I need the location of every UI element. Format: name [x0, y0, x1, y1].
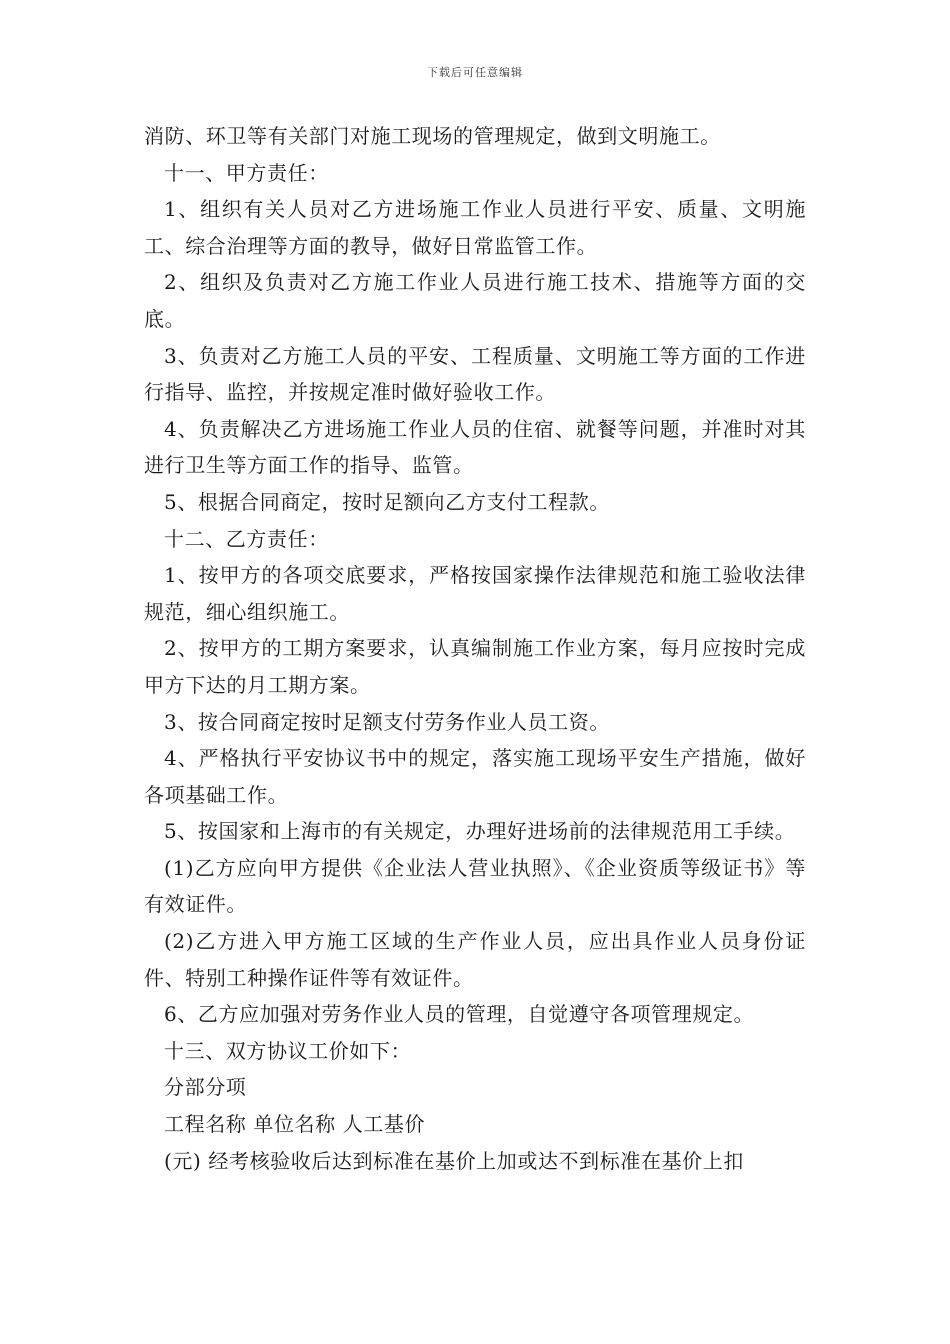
paragraph: 6、乙方应加强对劳务作业人员的管理，自觉遵守各项管理规定。	[164, 1002, 755, 1027]
paragraph: 4、负责解决乙方进场施工作业人员的住宿、就餐等问题，并准时对其进行卫生等方面工作的指导、监管。	[144, 416, 806, 478]
paragraph: 3、负责对乙方施工人员的平安、工程质量、文明施工等方面的工作进行指导、监控，并按规定准时做好验收工作。	[144, 343, 806, 405]
section-heading: 十二、乙方责任：	[164, 526, 329, 551]
paragraph: 3、按合同商定按时足额支付劳务作业人员工资。	[164, 709, 610, 734]
page-header: 下载后可任意编辑	[427, 66, 523, 79]
paragraph: (元) 经考核验收后达到标准在基价上加或达不到标准在基价上扣	[164, 1148, 744, 1173]
paragraph: 分部分项	[164, 1075, 247, 1100]
paragraph: 消防、环卫等有关部门对施工现场的管理规定，做到文明施工。	[144, 124, 721, 148]
paragraph: 5、按国家和上海市的有关规定，办理好进场前的法律规范用工手续。	[164, 819, 796, 844]
paragraph: 1、按甲方的各项交底要求，严格按国家操作法律规范和施工验收法律规范，细心组织施工。	[144, 563, 806, 624]
paragraph: 5、根据合同商定，按时足额向乙方支付工程款。	[164, 489, 610, 514]
paragraph: (1)乙方应向甲方提供《企业法人营业执照》、《企业资质等级证书》等有效证件。	[144, 855, 806, 917]
paragraph: 2、按甲方的工期方案要求，认真编制施工作业方案，每月应按时完成甲方下达的月工期方案。	[144, 636, 806, 697]
paragraph: (2)乙方进入甲方施工区域的生产作业人员，应出具作业人员身份证件、特别工种操作证件等有效证件。	[144, 929, 806, 990]
paragraph: 4、严格执行平安协议书中的规定，落实施工现场平安生产措施，做好各项基础工作。	[144, 746, 806, 807]
paragraph: 工程名称 单位名称 人工基价	[164, 1112, 426, 1137]
section-heading: 十一、甲方责任：	[164, 160, 329, 185]
document-body	[144, 118, 806, 1179]
section-heading: 十三、双方协议工价如下：	[164, 1038, 412, 1063]
paragraph: 1、组织有关人员对乙方进场施工作业人员进行平安、质量、文明施工、综合治理等方面的教导，做好日常监管工作。	[144, 197, 806, 258]
paragraph: 2、组织及负责对乙方施工作业人员进行施工技术、措施等方面的交底。	[144, 270, 806, 331]
